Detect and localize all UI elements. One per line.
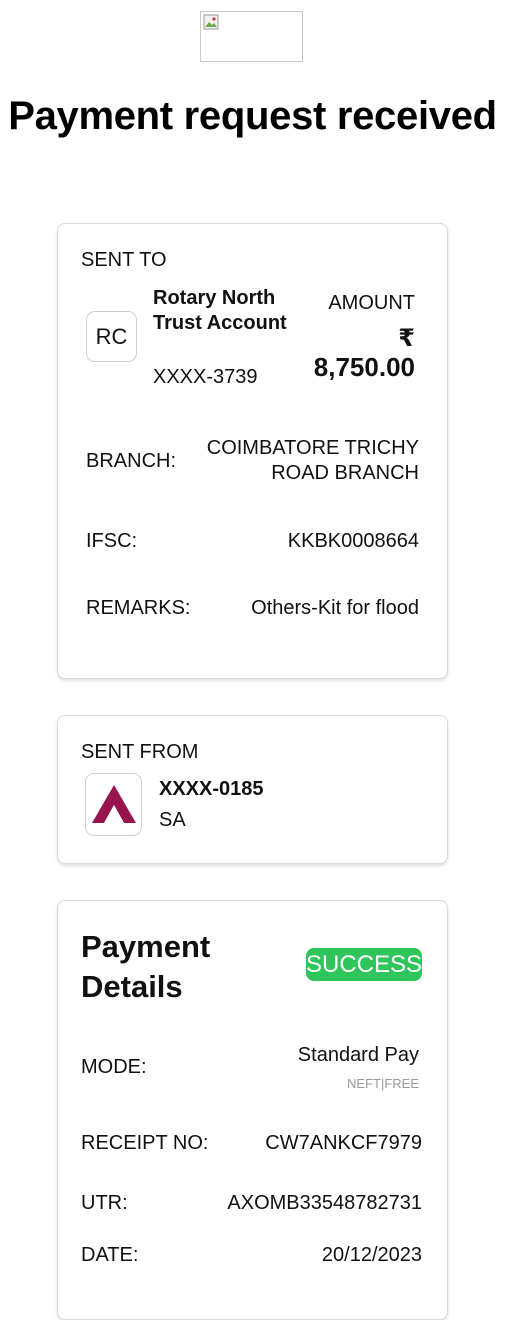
utr-value: AXOMB33548782731 bbox=[227, 1192, 422, 1214]
receipt-label: RECEIPT NO: bbox=[81, 1132, 209, 1154]
page-title: Payment request received bbox=[8, 94, 497, 138]
sent-from-card bbox=[57, 715, 448, 864]
mode-subtext: NEFT|FREE bbox=[347, 1076, 419, 1091]
status-badge: SUCCESS bbox=[306, 948, 422, 981]
payee-avatar: RC bbox=[86, 311, 137, 362]
payment-details-title: Payment Details bbox=[81, 929, 211, 1004]
ifsc-label: IFSC: bbox=[86, 530, 138, 552]
mode-label: MODE: bbox=[81, 1056, 147, 1078]
mode-value: Standard Pay bbox=[297, 1044, 419, 1066]
payment-details-card bbox=[57, 900, 448, 1320]
logo-image-placeholder bbox=[200, 11, 303, 62]
payee-name: Rotary North Trust Account bbox=[153, 287, 287, 334]
date-label: DATE: bbox=[81, 1244, 139, 1266]
source-account-type: SA bbox=[159, 809, 186, 831]
amount-value: 8,750.00 bbox=[313, 352, 415, 382]
branch-label: BRANCH: bbox=[86, 450, 177, 472]
amount-label: AMOUNT bbox=[328, 292, 415, 314]
receipt-value: CW7ANKCF7979 bbox=[265, 1132, 422, 1154]
currency-symbol: ₹ bbox=[398, 325, 415, 352]
sent-to-heading: SENT TO bbox=[81, 249, 167, 271]
remarks-value: Others-Kit for flood bbox=[251, 597, 419, 619]
branch-value: COIMBATORE TRICHY ROAD BRANCH bbox=[206, 437, 419, 484]
utr-label: UTR: bbox=[81, 1192, 128, 1214]
broken-image-icon bbox=[203, 14, 219, 30]
axis-bank-logo-icon bbox=[90, 783, 138, 827]
date-value: 20/12/2023 bbox=[321, 1244, 422, 1266]
bank-logo bbox=[85, 773, 142, 836]
sent-to-card bbox=[57, 223, 448, 679]
source-account-number: XXXX-0185 bbox=[159, 778, 264, 800]
ifsc-value: KKBK0008664 bbox=[287, 530, 419, 552]
sent-from-heading: SENT FROM bbox=[81, 741, 199, 763]
remarks-label: REMARKS: bbox=[86, 597, 191, 619]
payee-account-number: XXXX-3739 bbox=[153, 366, 258, 388]
